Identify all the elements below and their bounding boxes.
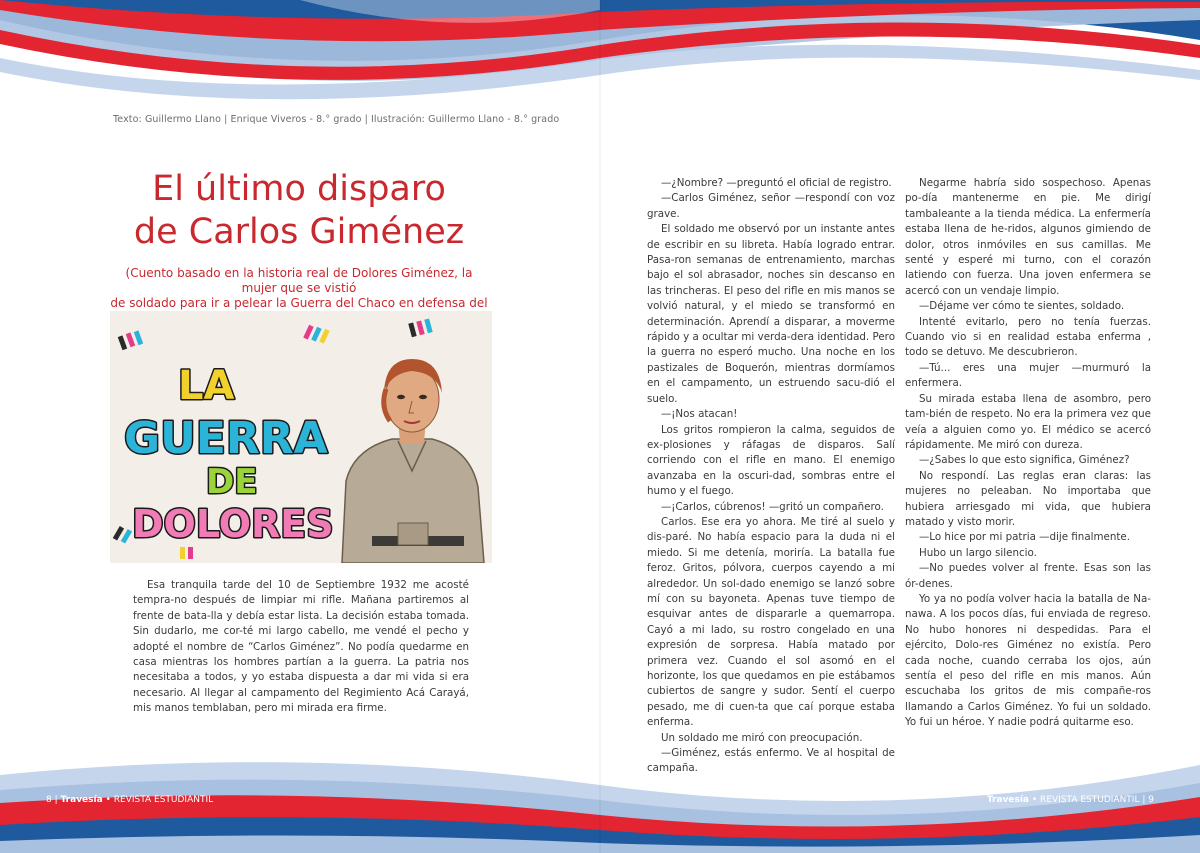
paragraph: Yo ya no podía volver hacia la batalla de Na-nawa. A los pocos días, fui enviada de regreso. No hubo honores ni despedidas. Para el ejército, Dolo-res Giménez no existía. Pero cada noche, cuando cerraba los ojos, aún sentía el peso del rifle en mis manos. Aún escuchaba los gritos de mis compañe-ros llamando a Carlos Giménez. Yo fui un soldado. Yo fui un héroe. Y nadie podrá quitarme eso. [905, 592, 1151, 729]
text-column-3 [905, 176, 1151, 731]
article-title [110, 168, 488, 254]
paragraph: —¿Nombre? —preguntó el oficial de registro. [661, 177, 892, 189]
paragraph: El soldado me observó por un instante antes de escribir en su libreta. Había logrado entrar. Pasa-ron semanas de entrenamiento, marchas bajo el sol abrasador, noches sin descanso en las trincheras. El peso del rifle en mis manos se volvió natural, y el miedo se transformó en determinación. Aprendí a disparar, a moverme rápido y a ocultar mi verda-dera identidad. Pero la guerra no esperó mucho. Una noche en los pastizales de Boquerón, mientras dormíamos en el campamento, un estruendo sacu-dió el suelo. [647, 223, 895, 405]
story-illustration [110, 311, 492, 563]
paragraph: Esa tranquila tarde del 10 de Septiembre 1932 me acosté tempra-no después de limpiar mi rifle. Mañana partiremos al frente de bata-lla y debía estar lista. La decisión estaba tomada. Sin dudarlo, me cor-té mi largo cabello, me vendé el pecho y adopté el nombre de “Carlos Giménez”. No podía quedarme en casa mientras los hombres partían a la guerra. La patria nos necesitaba a todos, y yo estaba dispuesta a dar mi vida si era necesario. Al llegar al campamento del Regimiento Acá Carayá, mis manos temblaban, pero mi mirada era firme. [133, 579, 469, 715]
illustration-drawing [110, 311, 492, 563]
paragraph: —Giménez, estás enfermo. Ve al hospital de campaña. [647, 747, 895, 775]
paragraph: Los gritos rompieron la calma, seguidos de ex-plosiones y ráfagas de disparos. Salí corriendo con el rifle en mano. El enemigo avanzaba en la oscuri-dad, sombras entre el humo y el fuego. [647, 423, 895, 498]
text-column-1 [133, 578, 469, 717]
paragraph: —Lo hice por mi patria —dije finalmente. [919, 531, 1131, 544]
title-line-1: El último disparo [152, 169, 446, 209]
paragraph: Un soldado me miró con preocupación. [661, 731, 863, 744]
paragraph: Su mirada estaba llena de asombro, pero tam-bién de respeto. No era la primera vez que veía a alguien como yo. El médico se acercó rápidamente. Me miró con dureza. [905, 392, 1151, 451]
paragraph: —¿Sabes lo que esto significa, Giménez? [919, 454, 1130, 467]
paragraph: —No puedes volver al frente. Esas son las ór-denes. [905, 562, 1151, 590]
publication-name: Travesía [60, 795, 103, 805]
paragraph: —¡Carlos, cúbrenos! —gritó un compañero. [661, 500, 884, 513]
subtitle-line-2: de soldado para ir a pelear la Guerra del Chaco en defensa del [110, 296, 488, 310]
footer-separator: | [54, 795, 58, 805]
page-gutter [599, 0, 601, 853]
illustration-text-de: DE [206, 462, 258, 502]
paragraph: Hubo un largo silencio. [919, 546, 1037, 559]
publication-tagline: • REVISTA ESTUDIANTIL [105, 795, 214, 805]
paragraph: —Carlos Giménez, señor —respondí con voz grave. [647, 192, 895, 220]
subtitle-line-1: (Cuento basado en la historia real de Dolores Giménez, la mujer que se vistió [125, 266, 473, 295]
paragraph: Negarme habría sido sospechoso. Apenas po-día mantenerme en pie. Me dirigí tambaleante a la tienda médica. La enfermería estaba llena de he-ridos, algunos gimiendo de dolor, otros inmóviles en sus camillas. Me senté y esperé mi turno, con el corazón latiendo con fuerza. Una joven enfermera se acercó con un vendaje limpio. [905, 177, 1151, 297]
publication-tagline: • REVISTA ESTUDIANTIL [1031, 795, 1140, 805]
publication-name: Travesía [986, 795, 1030, 805]
paragraph: Carlos. Ese era yo ahora. Me tiré al suelo y dis-paré. No había espacio para la duda ni el miedo. Si me detenía, moriría. La batalla fue feroz. Gritos, pólvora, cuerpos cayendo a mi alrededor. Un sol-dado enemigo se lanzó sobre mí con su bayoneta. Apenas tuve tiempo de esquivar antes de dispararle a quemarropa. Cayó a mi lado, su rostro congelado en una expresión de sorpresa. Había matado por primera vez. Cuando el sol asomó en el horizonte, los que quedamos en pie estábamos cubiertos de sangre y sudor. Sentí el cuerpo pesado, me di cuen-ta que caí porque estaba enferma. [647, 515, 895, 729]
illustration-text-guerra: GUERRA [124, 413, 328, 464]
illustration-text-la: LA [178, 363, 235, 409]
paragraph: Intenté evitarlo, pero no tenía fuerzas. Cuando vio si en realidad estaba enferma , todo se detuvo. Me descubrieron. [905, 315, 1151, 359]
paragraph: —¡Nos atacan! [661, 408, 738, 421]
paragraph: —Déjame ver cómo te sientes, soldado. [919, 300, 1125, 313]
footer-separator: | [1142, 795, 1146, 805]
footer-left [46, 795, 213, 805]
footer-right [987, 795, 1154, 805]
article-credits: Texto: Guillermo Llano | Enrique Viveros - 8.° grado | Ilustración: Guillermo Llano - 8.° grado [113, 114, 560, 125]
text-column-2 [647, 176, 895, 777]
page-number: 9 [1148, 795, 1154, 805]
title-line-2: de Carlos Giménez [133, 212, 465, 252]
paragraph: No respondí. Las reglas eran claras: las mujeres no peleaban. No importaba que hubiera arriesgado mi vida, que hubiera matado y visto morir. [905, 469, 1151, 528]
paragraph: —Tú... eres una mujer —murmuró la enfermera. [905, 361, 1151, 390]
illustration-text-dolores: DOLORES [132, 502, 334, 546]
page-number: 8 [46, 795, 52, 805]
